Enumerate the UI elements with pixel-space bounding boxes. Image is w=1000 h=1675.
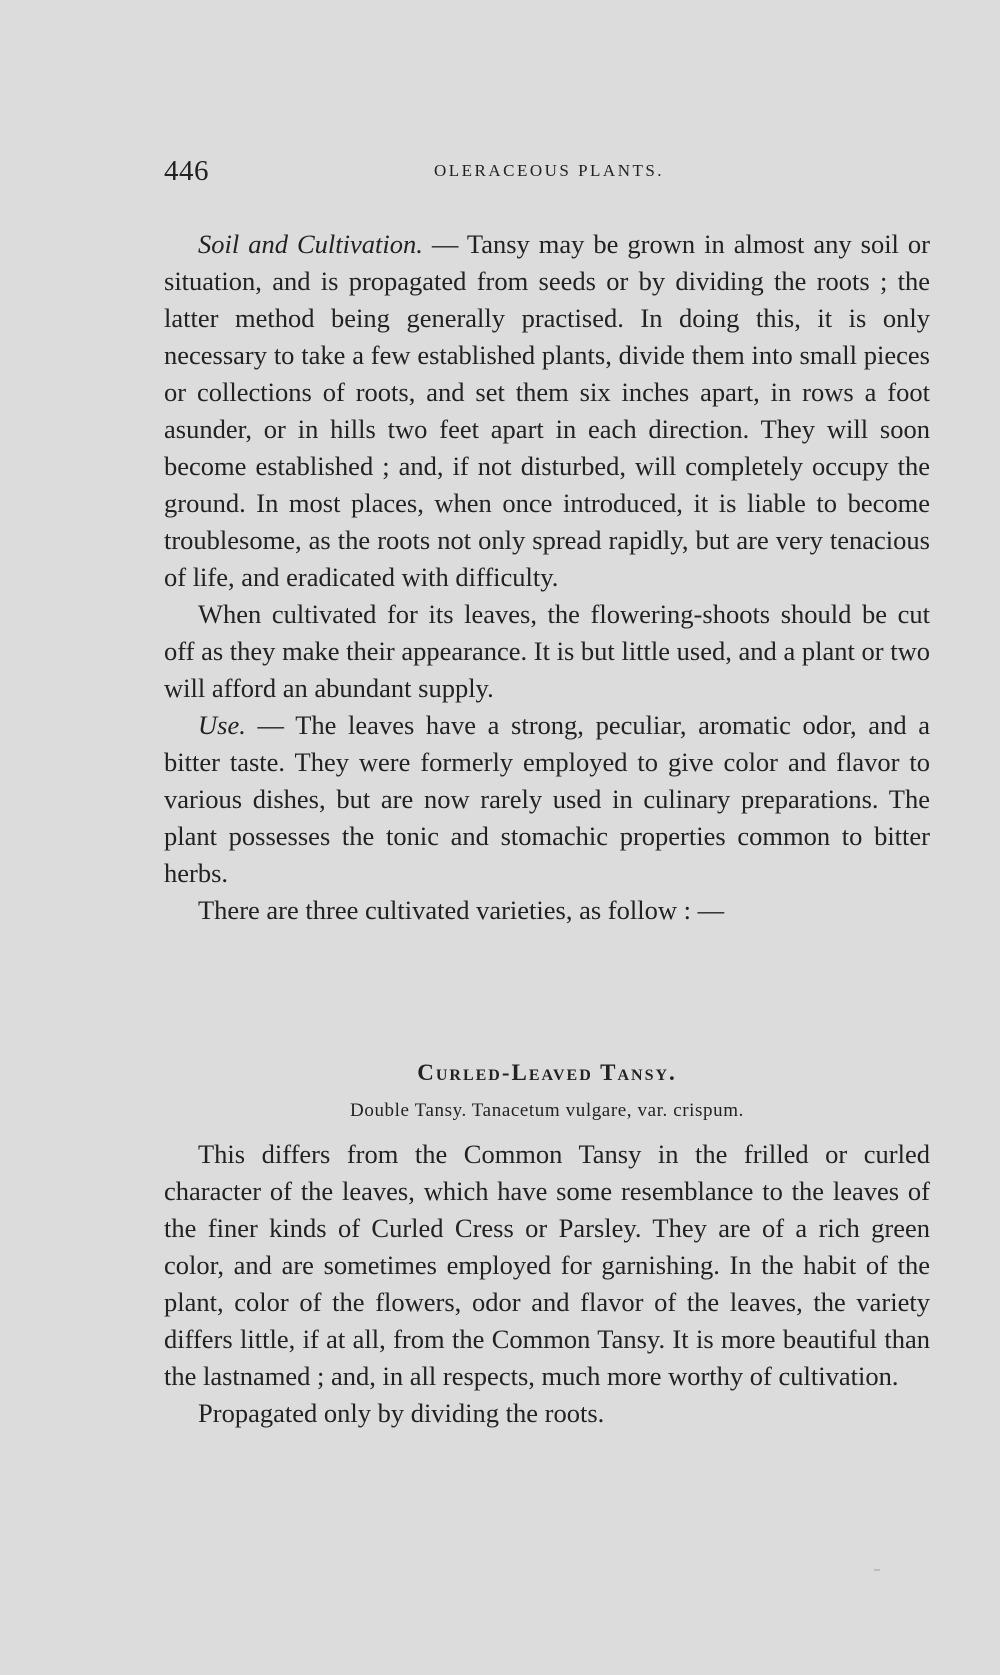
paper-speck — [874, 1569, 880, 1571]
paragraph-body: — Tansy may be grown in almost any soil or situation, and is propagated from seeds or by dividing the roots ; the latter method being generally practised. In doing this, it is only necessary to take a few established plants, divide them into small pieces or collections of roots, and set them six inches apart, in rows a foot asunder, or in hills two feet apart in each direction. They will soon become established ; and, if not disturbed, will completely occupy the ground. In most places, when once introduced, it is liable to become troublesome, as the roots not only spread rapidly, but are very tenacious of life, and eradicated with difficulty. — [164, 229, 930, 592]
section-curled-leaved-tansy — [164, 1060, 930, 1432]
running-head — [164, 155, 934, 195]
paragraph-lead: Soil and Cultivation. — [198, 229, 423, 259]
running-title: OLERACEOUS PLANTS. — [433, 161, 665, 180]
section-body — [164, 1136, 930, 1432]
paragraph-varieties — [164, 892, 930, 929]
paragraph-cultivated-leaves — [164, 596, 930, 707]
paragraph-use — [164, 707, 930, 892]
section-subtitle: Double Tansy. Tanacetum vulgare, var. crispum. — [350, 1100, 744, 1121]
paragraph-description: This differs from the Common Tansy in the frilled or curled character of the leaves, which have some resemblance to the leaves of the finer kinds of Curled Cress or Parsley. They are of a rich green color, and are sometimes employed for garnishing. In the habit of the plant, color of the flowers, odor and flavor of the leaves, the variety differs little, if at all, from the Common Tansy. It is more beautiful than the lastnamed ; and, in all respects, much more worthy of cultivation. — [164, 1139, 930, 1391]
paragraph-body: There are three cultivated varieties, as follow : — — [198, 895, 725, 925]
paragraph-soil-cultivation — [164, 226, 930, 596]
paragraph-body: — The leaves have a strong, peculiar, aromatic odor, and a bitter taste. They were formerly employed to give color and flavor to various dishes, but are now rarely used in culinary preparations. The plant possesses the tonic and stomachic properties common to bitter herbs. — [164, 710, 930, 888]
main-text — [164, 226, 930, 929]
paragraph-lead: Use. — [198, 710, 246, 740]
paragraph-propagation: Propagated only by dividing the roots. — [198, 1398, 605, 1428]
page-number: 446 — [164, 155, 209, 187]
paragraph-body: When cultivated for its leaves, the flowering-shoots should be cut off as they make their appearance. It is but little used, and a plant or two will afford an abundant supply. — [164, 599, 930, 703]
section-title: Curled-Leaved Tansy. — [417, 1060, 677, 1085]
